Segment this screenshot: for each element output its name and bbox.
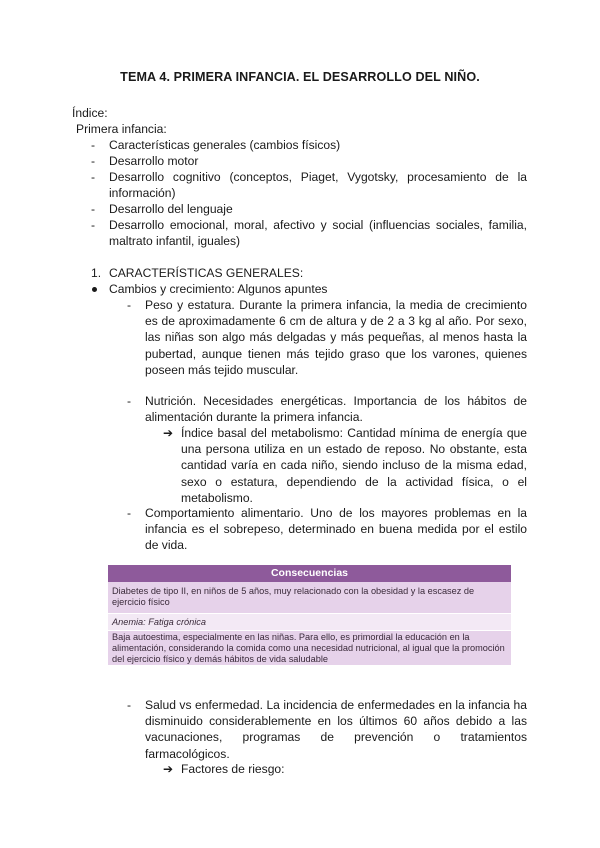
dash-marker: - — [127, 394, 132, 408]
dash-marker: - — [91, 154, 96, 168]
dash-marker: - — [91, 170, 96, 184]
table-cell: Anemia: Fatiga crónica — [112, 617, 206, 627]
table-row — [108, 614, 511, 630]
salud-paragraph: Salud vs enfermedad. La incidencia de enfermedades en la infancia ha disminuido considerablemente en los últimos 60 años debido a las vacunaciones, programas de prevención o tratamientos farmacológicos. — [145, 698, 527, 761]
section-heading: CARACTERÍSTICAS GENERALES: — [109, 266, 304, 280]
bullet-text: Cambios y crecimiento: Algunos apuntes — [109, 282, 328, 296]
table-row — [108, 582, 511, 613]
index-item: Desarrollo motor — [109, 154, 199, 168]
document-title: TEMA 4. PRIMERA INFANCIA. EL DESARROLLO DEL NIÑO. — [120, 70, 480, 84]
bullet-dot — [92, 287, 97, 292]
dash-marker: - — [91, 202, 96, 216]
arrow-right-icon: ➔ — [163, 762, 174, 776]
dash-marker: - — [127, 506, 132, 520]
index-item: Desarrollo emocional, moral, afectivo y social (influencias sociales, familia, maltrato infantil, iguales) — [109, 218, 527, 249]
arrow-right-icon: ➔ — [163, 426, 174, 440]
table-header: Consecuencias — [108, 565, 511, 582]
consecuencias-table — [108, 565, 511, 665]
index-item: Desarrollo cognitivo (conceptos, Piaget, Vygotsky, procesamiento de la información) — [109, 170, 527, 201]
index-section: Primera infancia: — [76, 122, 167, 136]
table-cell: Diabetes de tipo II, en niños de 5 años, muy relacionado con la obesidad y la escasez de ejercicio físico — [112, 586, 475, 607]
dash-marker: - — [91, 138, 96, 152]
indice-basal-paragraph: Índice basal del metabolismo: Cantidad mínima de energía que una persona utiliza en un estado de reposo. No obstante, esta cantidad varía en cada niño, siendo incluso de la misma edad, sexo o estatura, dependiendo de la actividad física, o el metabolismo. — [181, 426, 527, 505]
factores-riesgo: Factores de riesgo: — [181, 762, 285, 776]
table-cell: Baja autoestima, especialmente en las niñas. Para ello, es primordial la educación en la alimentación, considerando la comida como una necesidad nutricional, al igual que la promoción del ejercicio físico y demás hábitos de vida saludable — [112, 632, 505, 664]
nutricion-paragraph: Nutrición. Necesidades energéticas. Importancia de los hábitos de alimentación durante la primera infancia. — [145, 394, 527, 425]
table-row — [108, 631, 511, 665]
comportamiento-paragraph: Comportamiento alimentario. Uno de los mayores problemas en la infancia es el sobrepeso, determinado en buena medida por el estilo de vida. — [145, 506, 527, 553]
index-label: Índice: — [72, 106, 108, 120]
index-item: Desarrollo del lenguaje — [109, 202, 233, 216]
dash-marker: - — [91, 218, 96, 232]
index-item: Características generales (cambios físicos) — [109, 138, 341, 152]
section-number: 1. — [91, 266, 102, 280]
dash-marker: - — [127, 298, 132, 312]
dash-marker: - — [127, 698, 132, 712]
peso-paragraph: Peso y estatura. Durante la primera infancia, la media de crecimiento es de aproximadamente 6 cm de altura y de 2 a 3 kg al año. Por sexo, las niñas son algo más delgadas y más pequeñas, al menos hasta la pubertad, aunque tienen más tejido graso que los varones, quienes poseen más tejido muscular. — [145, 298, 527, 377]
